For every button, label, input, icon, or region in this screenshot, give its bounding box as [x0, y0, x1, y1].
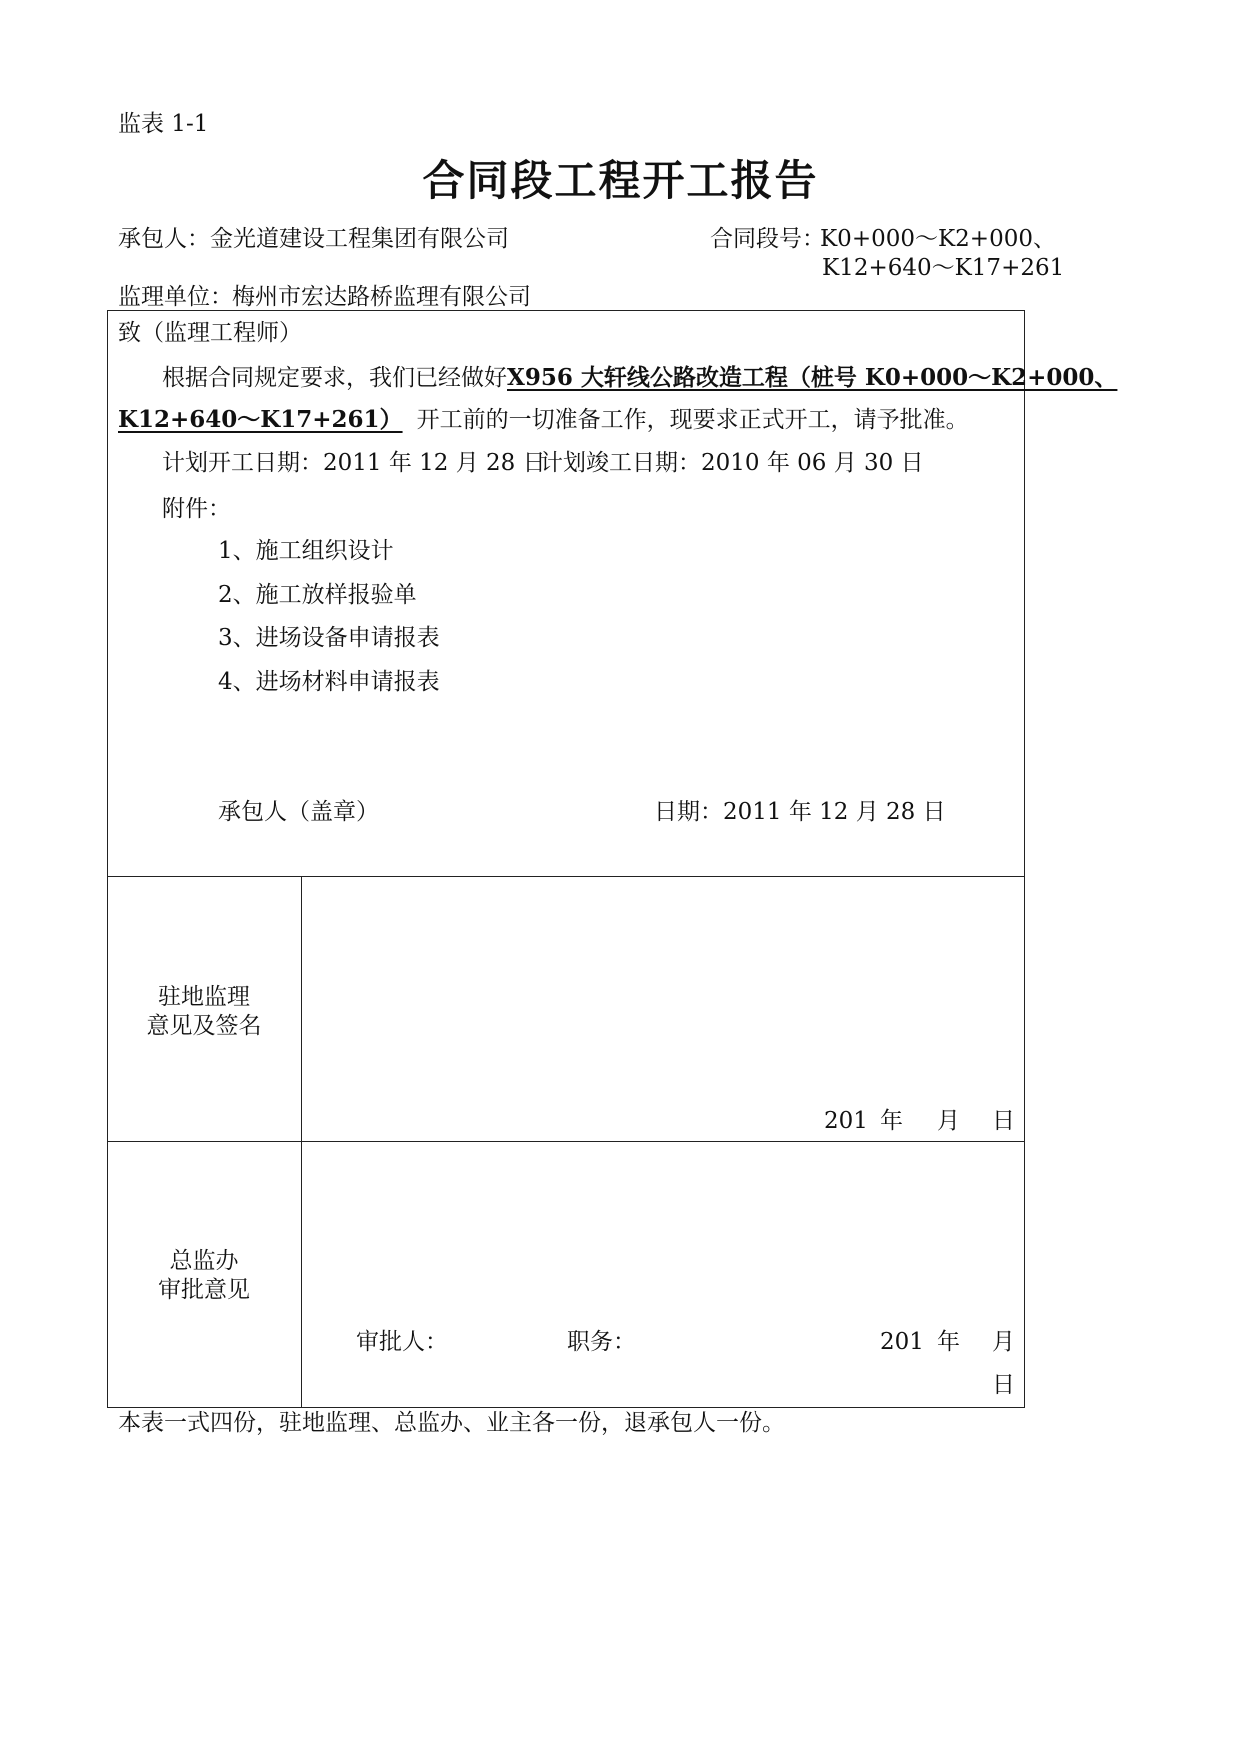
- contract-section-label: 合同段号：: [710, 226, 825, 252]
- project-name-line2: K12+640～K17+261）: [118, 406, 403, 433]
- request-suffix: 开工前的一切准备工作，现要求正式开工，请予批准。: [416, 407, 969, 433]
- planned-end: [540, 452, 924, 475]
- row-divider-1: [107, 876, 1025, 877]
- project-name-line1: X956 大轩线公路改造工程（桩号 K0+000～K2+000、: [507, 364, 1118, 391]
- page-title: 合同段工程开工报告: [422, 156, 819, 205]
- column-divider: [301, 876, 302, 1408]
- resident-month-unit: 月: [937, 1108, 960, 1134]
- supervisor-name: 梅州市宏达路桥监理有限公司: [232, 284, 531, 310]
- contractor-seal-label: 承包人（盖章）: [218, 799, 379, 825]
- attachment-item: 4、进场材料申请报表: [218, 669, 440, 695]
- contract-section-line1: K0+000～K2+000、: [820, 226, 1056, 252]
- resident-label-line2: 意见及签名: [146, 1013, 262, 1039]
- chief-year: 201: [880, 1329, 924, 1355]
- request-prefix: 根据合同规定要求，我们已经做好: [162, 365, 507, 391]
- resident-year-unit: 年: [880, 1108, 903, 1134]
- row-divider-2: [107, 1141, 1025, 1142]
- supervisor-label: 监理单位：: [118, 284, 233, 310]
- chief-day-unit: 日: [992, 1372, 1015, 1398]
- attachment-item: 3、进场设备申请报表: [218, 625, 440, 651]
- chief-month-unit: 月: [992, 1329, 1015, 1355]
- chief-year-unit: 年: [937, 1329, 960, 1355]
- form-number: 监表 1-1: [118, 111, 209, 137]
- position-label: 职务：: [567, 1329, 636, 1355]
- attachment-item: 2、施工放样报验单: [218, 582, 417, 608]
- planned-end-label: 计划竣工日期：: [540, 450, 701, 476]
- submit-date-value: 2011 年 12 月 28 日: [723, 799, 946, 825]
- planned-start-label: 计划开工日期：: [162, 450, 323, 476]
- chief-label-line1: 总监办: [169, 1248, 239, 1274]
- approver-label: 审批人：: [356, 1329, 448, 1355]
- submit-date: [654, 801, 946, 824]
- chief-label-line2: 审批意见: [158, 1277, 250, 1303]
- request-paragraph-line2: [118, 408, 969, 432]
- contractor-label: 承包人：: [118, 226, 210, 252]
- attachment-item: 1、施工组织设计: [218, 538, 394, 564]
- contract-section-line2: K12+640～K17+261: [822, 255, 1065, 281]
- planned-start-date: 2011 年 12 月 28 日: [323, 450, 546, 476]
- resident-year: 201: [824, 1108, 868, 1134]
- request-paragraph-line1: [162, 366, 1117, 390]
- planned-end-date: 2010 年 06 月 30 日: [701, 450, 924, 476]
- contractor-name: 金光道建设工程集团有限公司: [210, 226, 509, 252]
- submit-date-label: 日期：: [654, 799, 723, 825]
- addressee: 致（监理工程师）: [118, 320, 302, 346]
- planned-start: [162, 452, 546, 475]
- footer-note: 本表一式四份，驻地监理、总监办、业主各一份，退承包人一份。: [118, 1410, 785, 1436]
- resident-day-unit: 日: [992, 1108, 1015, 1134]
- resident-label-line1: 驻地监理: [158, 984, 250, 1010]
- attachments-label: 附件：: [162, 496, 231, 522]
